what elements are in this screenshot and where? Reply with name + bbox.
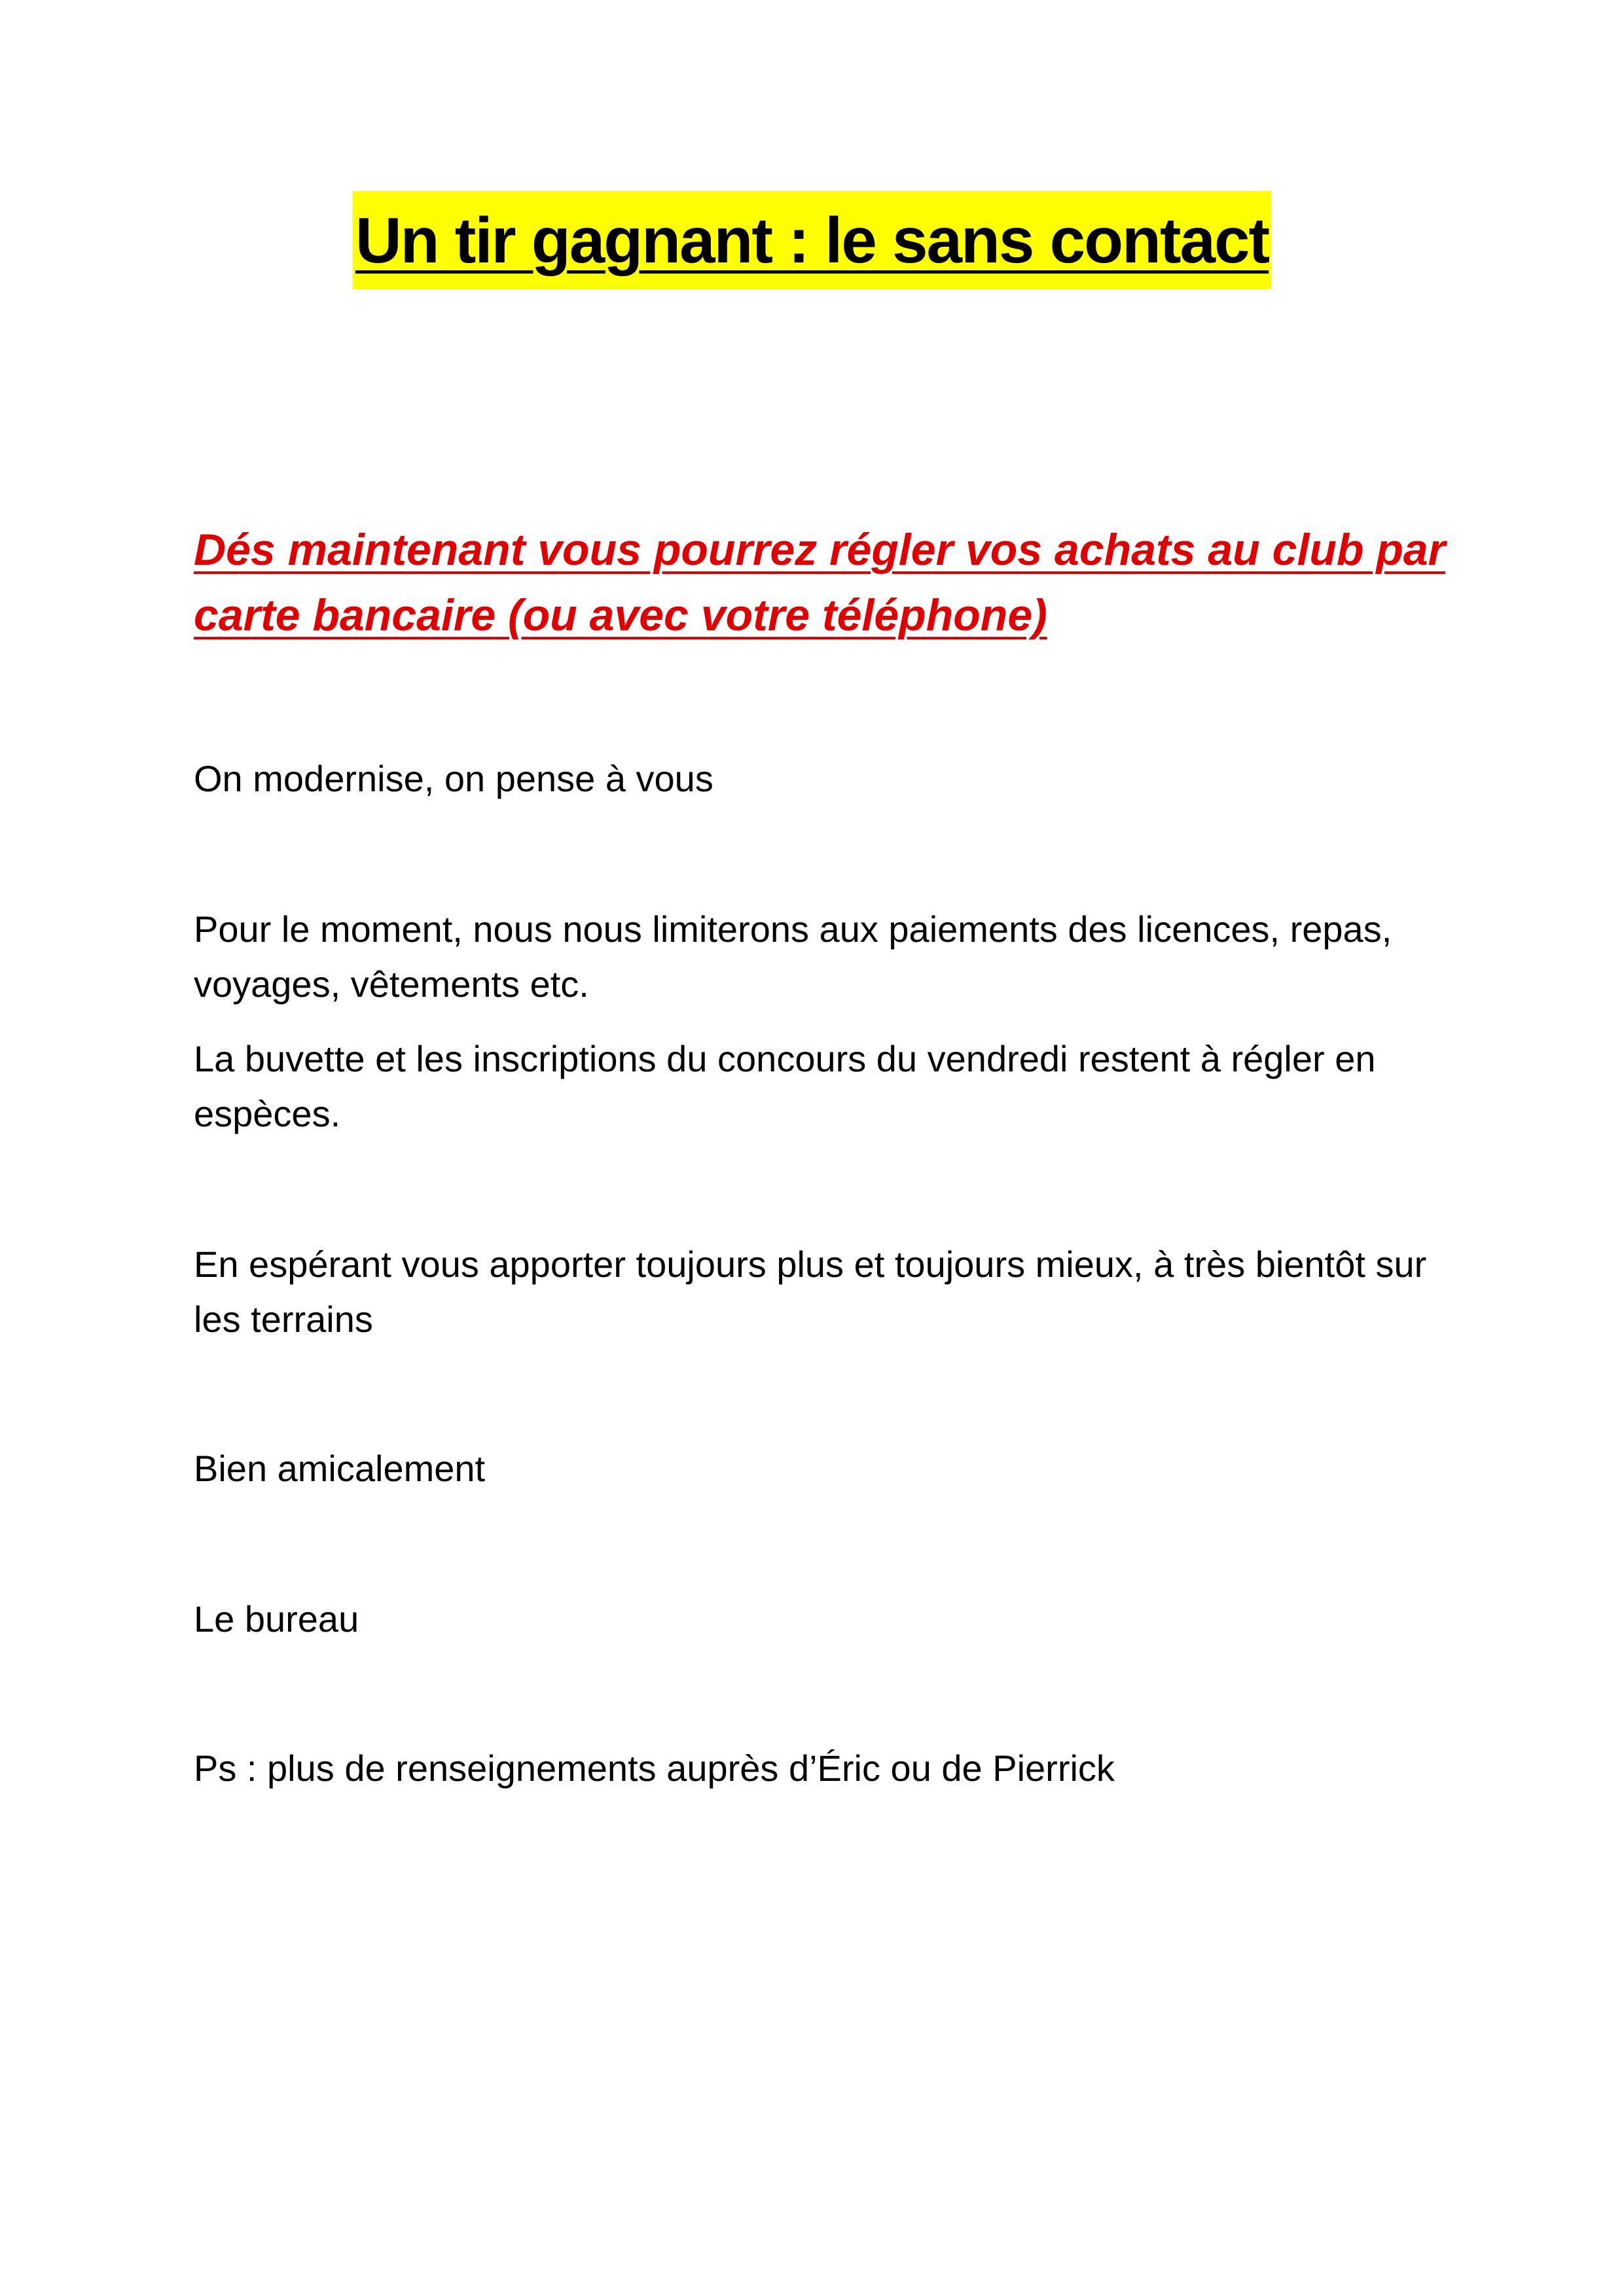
paragraph-closing-wish: En espérant vous apporter toujours plus et toujours mieux, à très bientôt sur les terrains xyxy=(194,1244,1427,1340)
title-container xyxy=(0,191,1624,289)
subtitle-announcement: Dés maintenant vous pourrez régler vos achats au club par carte bancaire (ou avec votre téléphone) xyxy=(194,525,1446,640)
paragraph-postscript: Ps : plus de renseignements auprès d’Éric ou de Pierrick xyxy=(194,1748,1115,1789)
paragraph-cash-only: La buvette et les inscriptions du concours du vendredi restent à régler en espèces. xyxy=(194,1038,1376,1134)
paragraph-sign-off: Bien amicalement xyxy=(194,1448,486,1489)
paragraph-modernise: On modernise, on pense à vous xyxy=(194,758,713,799)
page-title: Un tir gagnant : le sans contact xyxy=(353,191,1271,289)
paragraph-signature: Le bureau xyxy=(194,1598,359,1640)
paragraph-payments: Pour le moment, nous nous limiterons aux paiements des licences, repas, voyages, vêtements etc. xyxy=(194,908,1392,1005)
